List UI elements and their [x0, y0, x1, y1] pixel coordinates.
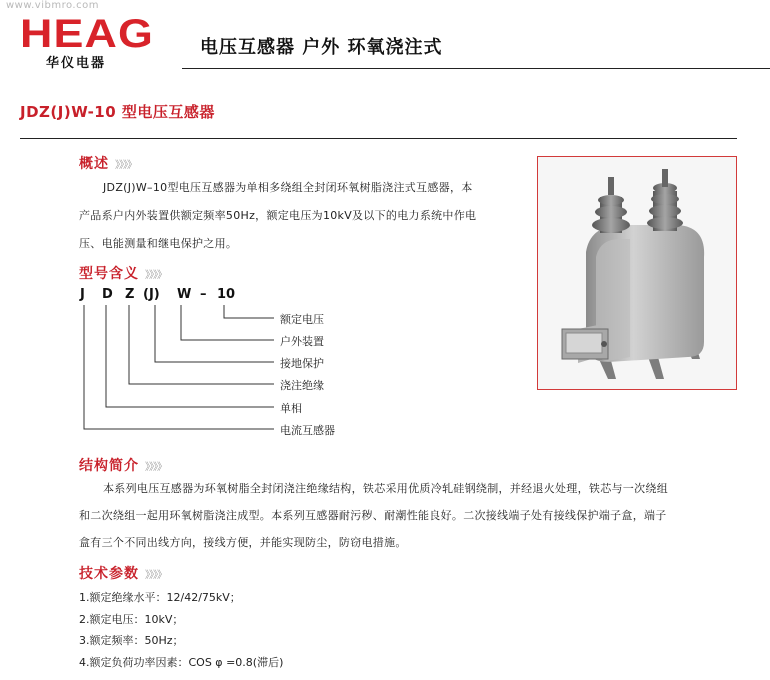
- arrows-icon: 》》》》: [145, 570, 166, 581]
- code-char-dash: –: [200, 287, 207, 302]
- page-title: 电压互感器 户外 环氧浇注式: [200, 37, 443, 58]
- code-char-10: 10: [217, 287, 236, 302]
- brand-logo: HEAG: [20, 12, 154, 56]
- arrows-icon: 》》》》: [115, 160, 136, 171]
- legend-ground-protection: 接地保护: [280, 357, 324, 370]
- legend-current-transformer: 电流互感器: [280, 424, 335, 437]
- code-char-z: Z: [125, 287, 135, 302]
- legend-line-rated-voltage: [224, 305, 274, 318]
- structure-line-1: 本系列电压互感器为环氧树脂全封闭浇注绝缘结构，铁芯采用优质冷轧硅钢绕制，并经退火处理，铁芯与一次绕组: [103, 482, 668, 495]
- legend-line-single-phase: [106, 305, 274, 407]
- model-legend-lines: [0, 0, 300, 440]
- legend-line-ground: [155, 305, 274, 362]
- brand-subtitle: 华仪电器: [46, 56, 107, 71]
- structure-heading: 结构简介 》》》》: [79, 458, 166, 474]
- transformer-image: [538, 157, 736, 389]
- legend-line-outdoor: [181, 305, 274, 340]
- spec-insulation-level: 1.额定绝缘水平：12/42/75kV；: [79, 591, 241, 604]
- model-heading: 型号含义 》》》》: [79, 266, 166, 282]
- arrows-icon: 》》》》: [145, 270, 166, 281]
- legend-rated-voltage: 额定电压: [280, 313, 324, 326]
- structure-line-2: 和二次绕组一起用环氧树脂浇注成型。本系列互感器耐污秽、耐潮性能良好。二次接线端子处有接线保护端子盒，端子: [79, 509, 667, 522]
- legend-cast-insulation: 浇注绝缘: [280, 379, 324, 392]
- spec-power-factor: 4.额定负荷功率因素：COS φ =0.8(滞后): [79, 656, 284, 669]
- code-char-j-paren: (J): [143, 287, 160, 302]
- watermark: www.vibmro.com: [6, 0, 99, 11]
- spec-rated-frequency: 3.额定频率：50Hz；: [79, 634, 184, 647]
- overview-line-2: 产品系户内外装置供额定频率50Hz，额定电压为10kV及以下的电力系统中作电: [79, 209, 477, 222]
- legend-outdoor: 户外装置: [280, 335, 324, 348]
- tech-heading: 技术参数 》》》》: [79, 566, 166, 582]
- code-char-j: J: [80, 287, 85, 302]
- legend-line-current-transformer: [84, 305, 274, 429]
- arrows-icon: 》》》》: [145, 462, 166, 473]
- code-char-d: D: [102, 287, 113, 302]
- spec-rated-voltage: 2.额定电压：10kV；: [79, 613, 184, 626]
- product-title: JDZ(J)W-10 型电压互感器: [20, 103, 215, 121]
- overview-line-1: JDZ(J)W–10型电压互感器为单相多绕组全封闭环氧树脂浇注式互感器，本: [103, 181, 473, 194]
- overview-line-3: 压、电能测量和继电保护之用。: [79, 237, 238, 250]
- legend-line-cast: [129, 305, 274, 384]
- structure-line-3: 盒有三个不同出线方向，接线方便，并能实现防尘，防窃电措施。: [79, 536, 407, 549]
- product-photo: [537, 156, 737, 390]
- code-char-w: W: [177, 287, 192, 302]
- overview-heading: 概述 》》》》: [79, 156, 136, 172]
- legend-single-phase: 单相: [280, 402, 302, 415]
